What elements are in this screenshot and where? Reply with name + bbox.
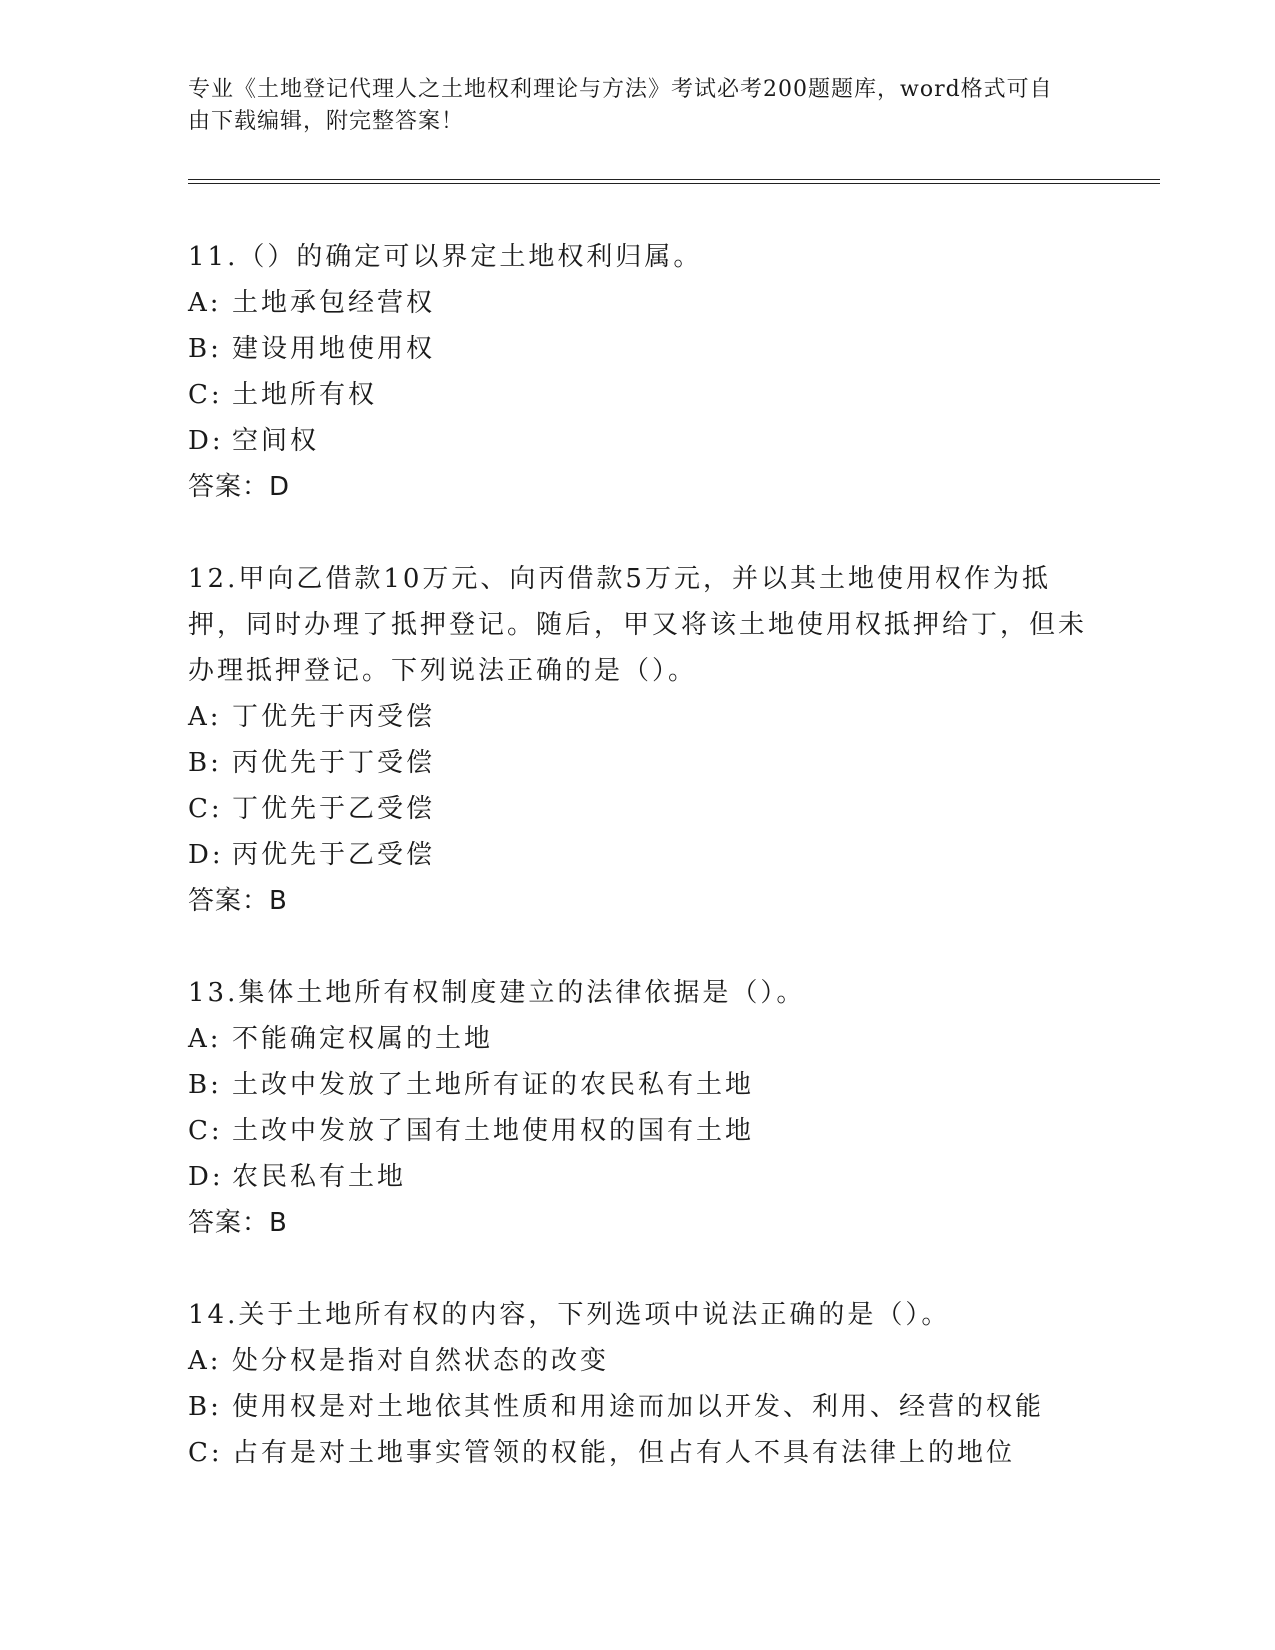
option-b bbox=[188, 740, 1088, 786]
option-text: 丁优先于丙受偿 bbox=[232, 702, 436, 732]
option-text: 丙优先于丁受偿 bbox=[232, 748, 436, 778]
option-text: 丁优先于乙受偿 bbox=[232, 794, 436, 824]
option-d bbox=[188, 832, 1088, 878]
option-text: 土地所有权 bbox=[232, 380, 378, 410]
option-a bbox=[188, 280, 1088, 326]
option-c bbox=[188, 372, 1088, 418]
option-text: 建设用地使用权 bbox=[232, 334, 436, 364]
option-b bbox=[188, 326, 1088, 372]
option-key: C: bbox=[188, 1438, 223, 1468]
option-key: B: bbox=[188, 1392, 222, 1422]
question-11 bbox=[188, 234, 1088, 510]
option-key: D: bbox=[188, 1162, 224, 1192]
option-text: 农民私有土地 bbox=[232, 1162, 407, 1192]
option-key: B: bbox=[188, 1070, 222, 1100]
option-text: 使用权是对土地依其性质和用途而加以开发、利用、经营的权能 bbox=[232, 1392, 1045, 1422]
option-text: 不能确定权属的土地 bbox=[232, 1024, 494, 1054]
option-c bbox=[188, 786, 1088, 832]
option-text: 占有是对土地事实管领的权能，但占有人不具有法律上的地位 bbox=[232, 1438, 1016, 1468]
question-12 bbox=[188, 556, 1088, 924]
option-text: 土地承包经营权 bbox=[232, 288, 436, 318]
answer-line: 答案：B bbox=[188, 1208, 288, 1238]
option-key: D: bbox=[188, 426, 224, 456]
document-header: 专业《土地登记代理人之土地权利理论与方法》考试必考200题题库，word格式可自由下载编辑，附完整答案！ bbox=[188, 77, 1053, 134]
option-a bbox=[188, 694, 1088, 740]
option-key: B: bbox=[188, 334, 222, 364]
question-stem: 11.（）的确定可以界定土地权利归属。 bbox=[188, 242, 703, 272]
option-key: D: bbox=[188, 840, 224, 870]
question-13 bbox=[188, 970, 1088, 1246]
option-key: A: bbox=[188, 702, 222, 732]
option-text: 土改中发放了国有土地使用权的国有土地 bbox=[232, 1116, 755, 1146]
option-key: C: bbox=[188, 794, 223, 824]
option-key: A: bbox=[188, 1024, 222, 1054]
answer-line: 答案：B bbox=[188, 886, 288, 916]
question-stem: 13.集体土地所有权制度建立的法律依据是（）。 bbox=[188, 978, 806, 1008]
option-key: C: bbox=[188, 380, 223, 410]
option-d bbox=[188, 418, 1088, 464]
option-key: A: bbox=[188, 288, 222, 318]
option-a bbox=[188, 1338, 1088, 1384]
option-text: 处分权是指对自然状态的改变 bbox=[232, 1346, 610, 1376]
option-text: 土改中发放了土地所有证的农民私有土地 bbox=[232, 1070, 755, 1100]
option-key: A: bbox=[188, 1346, 222, 1376]
option-key: C: bbox=[188, 1116, 223, 1146]
question-14 bbox=[188, 1292, 1088, 1476]
question-list bbox=[188, 234, 1088, 1522]
option-d bbox=[188, 1154, 1088, 1200]
question-stem: 12.甲向乙借款10万元、向丙借款5万元，并以其土地使用权作为抵押，同时办理了抵押登记。随后，甲又将该土地使用权抵押给丁，但未办理抵押登记。下列说法正确的是（）。 bbox=[188, 564, 1088, 686]
question-stem: 14.关于土地所有权的内容，下列选项中说法正确的是（）。 bbox=[188, 1300, 951, 1330]
option-c bbox=[188, 1108, 1088, 1154]
option-b bbox=[188, 1384, 1088, 1430]
header-double-rule bbox=[188, 179, 1160, 184]
option-text: 丙优先于乙受偿 bbox=[232, 840, 436, 870]
option-text: 空间权 bbox=[232, 426, 320, 456]
option-c bbox=[188, 1430, 1088, 1476]
option-b bbox=[188, 1062, 1088, 1108]
option-key: B: bbox=[188, 748, 222, 778]
answer-line: 答案：D bbox=[188, 472, 291, 502]
option-a bbox=[188, 1016, 1088, 1062]
